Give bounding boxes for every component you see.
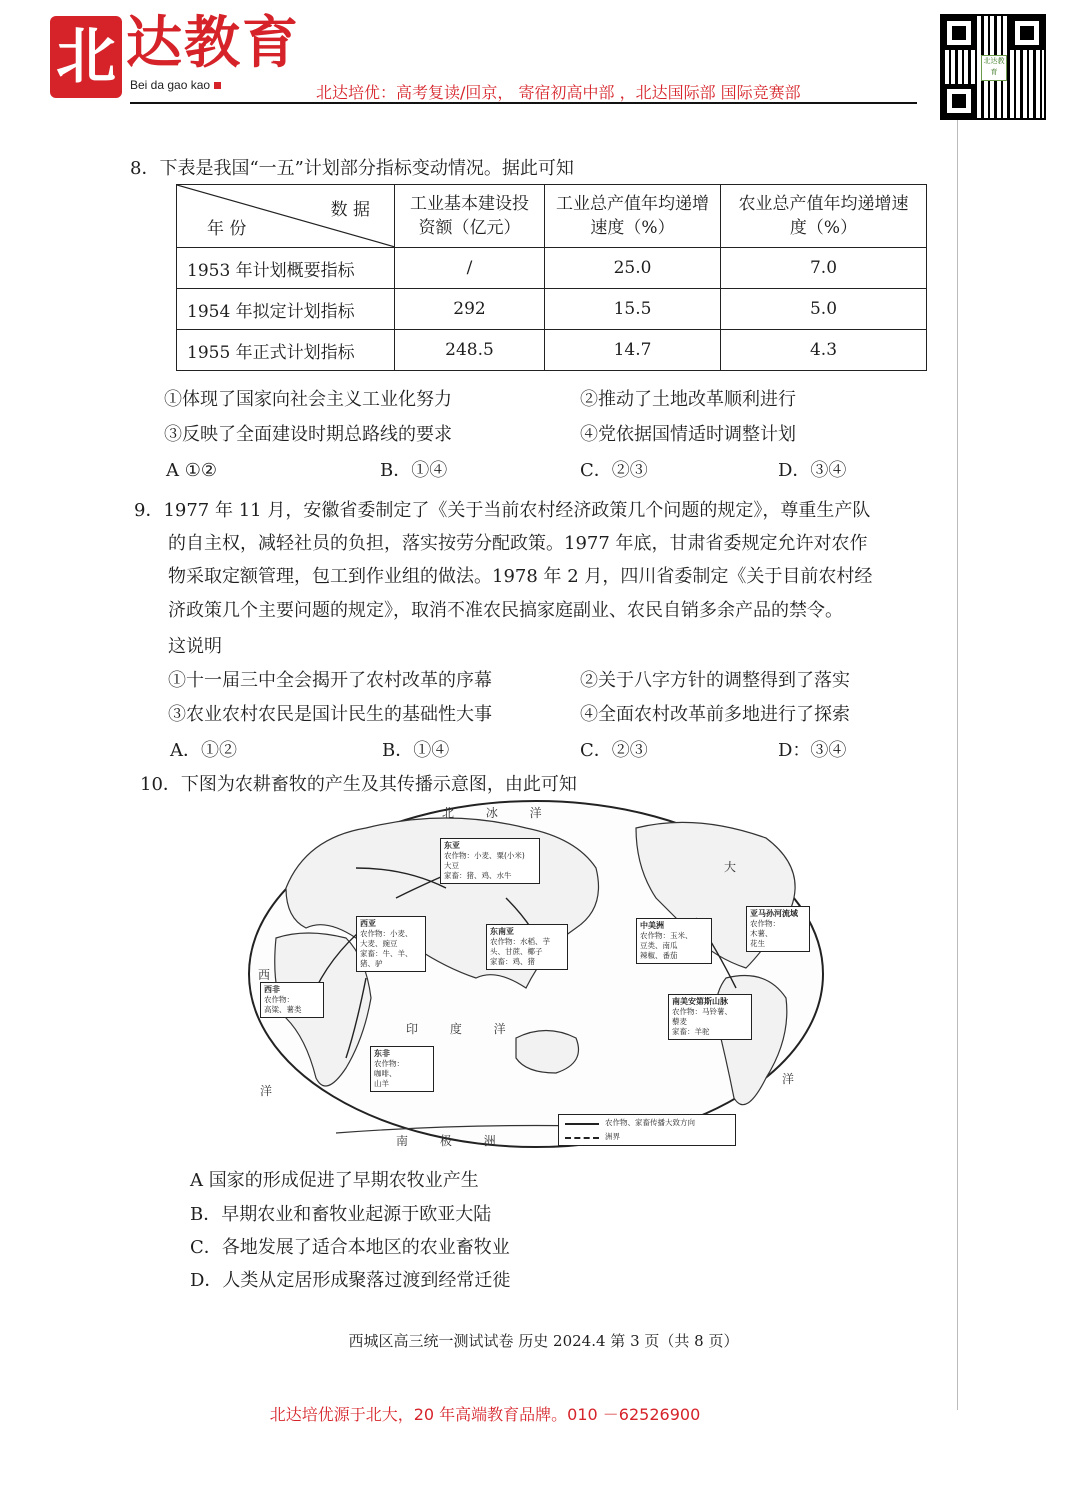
table-cell: 248.5 — [395, 330, 545, 371]
map-box-title: 东亚 — [444, 841, 460, 850]
table-cell: 7.0 — [721, 248, 927, 289]
row-label: 1954 年拟定计划指标 — [177, 289, 395, 330]
q9-stem-line: 济政策几个主要问题的规定》，取消不准农民搞家庭副业、农民自销多余产品的禁令。 — [168, 600, 843, 621]
map-box-line: 农作物：水稻、芋 — [490, 937, 550, 946]
footer-advertisement: 北达培优源于北大，20 年高端教育品牌。010 －62526900 — [269, 1405, 701, 1424]
q10-choice-b[interactable]: B．早期农业和畜牧业起源于欧亚大陆 — [190, 1204, 492, 1225]
map-box-southeast-asia — [486, 924, 568, 970]
qr-code-icon — [940, 14, 1046, 120]
q9-stem-line: 这说明 — [168, 636, 222, 657]
map-box-title: 东南亚 — [490, 927, 514, 936]
map-box-line: 头、甘蔗、椰子 — [490, 947, 543, 956]
map-box-west-africa — [260, 982, 324, 1018]
map-box-amazon — [746, 906, 810, 952]
legend-label: 洲界 — [605, 1132, 620, 1141]
map-box-line: 家畜：猪、鸡、水牛 — [444, 871, 512, 880]
dashed-line-icon — [565, 1137, 599, 1139]
ocean-label: 洋 — [260, 1084, 287, 1098]
map-box-line: 农作物： — [750, 919, 780, 928]
q10-choice-d[interactable]: D．人类从定居形成聚落过渡到经常迁徙 — [190, 1270, 511, 1291]
legend-label: 农作物、家畜传播大致方向 — [605, 1118, 695, 1127]
qr-center-label: 北达教育 — [981, 55, 1007, 81]
ocean-label: 西 — [258, 968, 285, 982]
q9-statement: ①十一届三中全会揭开了农村改革的序幕 — [168, 670, 492, 691]
map-box-title: 亚马孙河流域 — [750, 909, 798, 918]
row-label: 1953 年计划概要指标 — [177, 248, 395, 289]
q8-choice-b[interactable]: B．①④ — [380, 460, 448, 481]
legend-row — [559, 1117, 735, 1129]
ocean-label: 印 度 洋 — [406, 1022, 520, 1036]
brand-dot-icon — [214, 82, 221, 89]
q9-statement: ②关于八字方针的调整得到了落实 — [580, 670, 850, 691]
map-box-line: 猪、驴 — [360, 959, 383, 968]
q10-choice-c[interactable]: C．各地发展了适合本地区的农业畜牧业 — [190, 1237, 510, 1258]
map-box-line: 大豆 — [444, 861, 459, 870]
map-box-line: 咖啡、 — [374, 1069, 397, 1078]
map-box-east-africa — [370, 1046, 434, 1092]
brand-logo-mark: 北 — [50, 16, 122, 98]
map-box-andes — [668, 994, 752, 1040]
map-box-title: 中美洲 — [640, 921, 664, 930]
q8-statement: ③反映了全面建设时期总路线的要求 — [164, 424, 452, 445]
brand-logo-text: 达教育 — [126, 11, 300, 76]
row-label: 1955 年正式计划指标 — [177, 330, 395, 371]
q10-choice-a[interactable]: A 国家的形成促进了早期农牧业产生 — [190, 1170, 479, 1191]
table-header-row — [177, 185, 927, 248]
table-cell: 292 — [395, 289, 545, 330]
q8-statement: ④党依据国情适时调整计划 — [580, 424, 796, 445]
arrow-line-icon — [565, 1123, 599, 1125]
header-divider — [130, 102, 917, 104]
q8-choice-c[interactable]: C．②③ — [580, 460, 648, 481]
page-header — [0, 0, 1087, 125]
table-cell: 14.7 — [545, 330, 721, 371]
brand-pinyin-text: Bei da gao kao — [130, 78, 211, 92]
ocean-label: 北 冰 洋 — [442, 806, 556, 820]
table-row — [177, 289, 927, 330]
table-cell: 4.3 — [721, 330, 927, 371]
q8-statement: ①体现了国家向社会主义工业化努力 — [164, 389, 452, 410]
map-box-title: 西非 — [264, 985, 280, 994]
page-margin-rule — [957, 120, 958, 1410]
map-box-line: 家畜：牛、羊、 — [360, 949, 413, 958]
table-row — [177, 330, 927, 371]
map-box-line: 藜麦 — [672, 1017, 687, 1026]
ocean-label: 南 极 洲 — [396, 1134, 510, 1148]
q9-statement: ④全面农村改革前多地进行了探索 — [580, 704, 850, 725]
map-box-title: 东非 — [374, 1049, 390, 1058]
map-box-line: 辣椒、番茄 — [640, 951, 678, 960]
qr-finder-icon — [942, 84, 976, 118]
q9-stem-line: 的自主权，减轻社员的负担，落实按劳分配政策。1977 年底，甘肃省委规定允许对农作 — [168, 533, 868, 554]
map-legend — [558, 1114, 736, 1146]
exam-footer: 西城区高三统一测试试卷 历史 2024.4 第 3 页（共 8 页） — [348, 1332, 739, 1350]
q8-choice-d[interactable]: D．③④ — [778, 460, 847, 481]
map-box-west-asia — [356, 916, 426, 972]
corner-label-data: 数 据 — [330, 200, 370, 220]
corner-label-year: 年 份 — [207, 219, 247, 239]
q9-choice-a[interactable]: A．①② — [170, 740, 237, 761]
brand-pinyin — [130, 78, 221, 92]
map-box-line: 大麦、豌豆 — [360, 939, 398, 948]
table-row — [177, 248, 927, 289]
table-cell: / — [395, 248, 545, 289]
map-box-line: 花生 — [750, 939, 765, 948]
q9-stem-line: 9．1977 年 11 月，安徽省委制定了《关于当前农村经济政策几个问题的规定》，尊重生产队 — [134, 500, 871, 521]
map-box-title: 南美安第斯山脉 — [672, 997, 728, 1006]
qr-finder-icon — [942, 16, 976, 50]
q9-stem-line: 物采取定额管理，包工到作业组的做法。1978 年 2 月，四川省委制定《关于目前农村经 — [168, 566, 873, 587]
legend-row — [559, 1131, 735, 1143]
map-box-line: 豆类、南瓜 — [640, 941, 678, 950]
q8-data-table — [176, 184, 927, 371]
table-cell: 25.0 — [545, 248, 721, 289]
map-box-line: 山羊 — [374, 1079, 389, 1088]
map-box-line: 农作物：马铃薯、 — [672, 1007, 732, 1016]
q9-choice-b[interactable]: B．①④ — [382, 740, 450, 761]
map-box-line: 家畜：鸡、猪 — [490, 957, 535, 966]
world-map-figure — [246, 798, 826, 1150]
map-box-title: 西亚 — [360, 919, 376, 928]
map-box-line: 农作物：小麦、粟(小米) — [444, 851, 525, 860]
table-cell: 5.0 — [721, 289, 927, 330]
map-box-central-america — [636, 918, 712, 964]
table-cell: 15.5 — [545, 289, 721, 330]
map-box-line: 木薯、 — [750, 929, 773, 938]
q9-choice-d[interactable]: D：③④ — [778, 740, 847, 761]
q8-choice-a[interactable]: A ①② — [166, 460, 217, 481]
map-box-line: 农作物： — [374, 1059, 404, 1068]
map-box-line: 农作物： — [264, 995, 294, 1004]
table-corner-cell — [177, 185, 395, 248]
column-header: 工业总产值年均递增速度（%） — [545, 185, 721, 248]
q10-stem: 10．下图为农耕畜牧的产生及其传播示意图，由此可知 — [140, 774, 577, 795]
map-box-line: 高粱、薯类 — [264, 1005, 302, 1014]
column-header: 农业总产值年均递增速度（%） — [721, 185, 927, 248]
header-slogan: 北达培优：高考复读/回京， 寄宿初高中部 ，北达国际部 国际竞赛部 — [316, 83, 801, 102]
map-box-east-asia — [440, 838, 540, 884]
q9-choice-c[interactable]: C．②③ — [580, 740, 648, 761]
q8-stem: 8．下表是我国“一五”计划部分指标变动情况。据此可知 — [130, 158, 574, 179]
column-header: 工业基本建设投资额（亿元） — [395, 185, 545, 248]
ocean-label: 洋 — [782, 1072, 809, 1086]
map-box-line: 家畜：羊驼 — [672, 1027, 710, 1036]
q9-statement: ③农业农村农民是国计民生的基础性大事 — [168, 704, 492, 725]
map-box-line: 农作物：玉米、 — [640, 931, 693, 940]
ocean-label: 大 — [724, 860, 751, 874]
q8-statement: ②推动了土地改革顺利进行 — [580, 389, 796, 410]
qr-finder-icon — [1010, 16, 1044, 50]
map-box-line: 农作物：小麦、 — [360, 929, 413, 938]
